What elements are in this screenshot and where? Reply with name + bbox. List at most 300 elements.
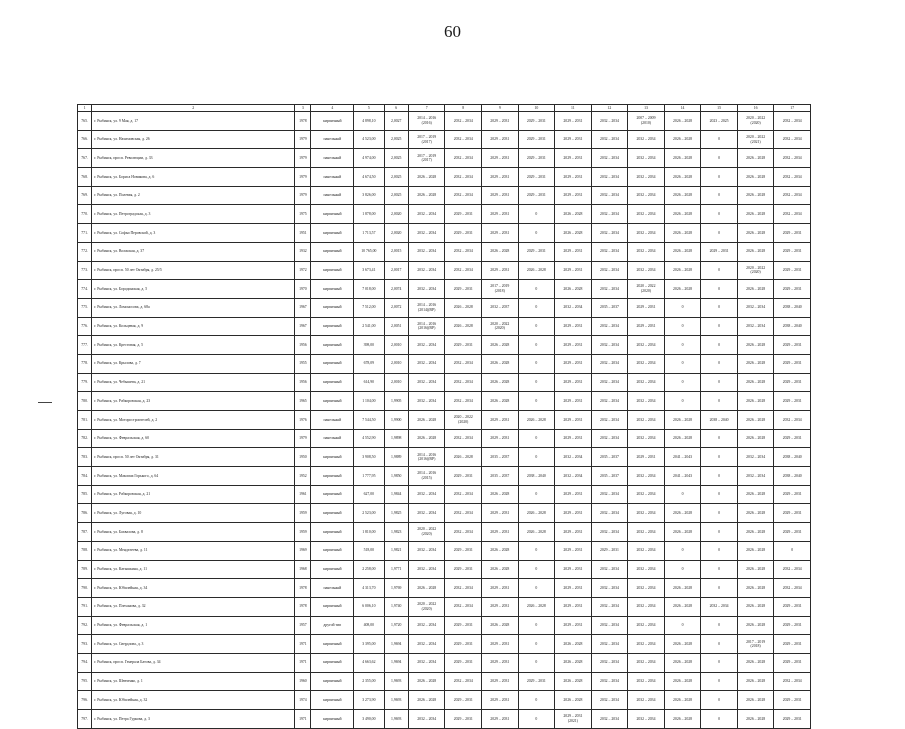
table-cell: 2032 – 2034 [408, 336, 445, 355]
table-cell: 2,0020 [384, 224, 408, 243]
table-cell: 0 [701, 186, 738, 205]
table-cell: 0 [701, 373, 738, 392]
table-cell: 2038 – 2040 [774, 317, 811, 336]
table-cell: 2029 – 2031 [445, 541, 482, 560]
schedule-table-container [77, 104, 811, 729]
table-cell: 2032 – 2034 [591, 392, 628, 411]
table-cell: 2029 – 2031 [628, 298, 665, 317]
table-cell: 2032 – 2034 [591, 242, 628, 261]
table-cell: 2032 – 2034 [591, 130, 628, 149]
table-cell: 2029 – 2031 [555, 261, 592, 280]
table-cell: 2032 – 2034 [774, 149, 811, 168]
table-cell: 2026 – 2028 [737, 541, 774, 560]
table-cell: 2026 – 2028 [737, 336, 774, 355]
table-cell: 0 [518, 354, 555, 373]
table-cell: 0 [701, 336, 738, 355]
column-header-5: 5 [354, 105, 384, 112]
table-cell: 2035 – 2037 [482, 467, 519, 486]
table-cell: 2029 – 2031 [518, 168, 555, 187]
table-cell: 1,9889 [384, 448, 408, 467]
table-row [78, 130, 811, 149]
table-cell: 2032 – 2034 [445, 597, 482, 616]
table-cell: 2032 – 2034 [591, 336, 628, 355]
table-cell: 2026 – 2028 [664, 186, 701, 205]
table-cell: 2032 – 2034 [591, 112, 628, 131]
table-cell: панельный [311, 411, 354, 430]
table-row [78, 168, 811, 187]
table-cell: 2029 – 2031 (2021) [555, 710, 592, 729]
table-cell: 2032 – 2034 [408, 373, 445, 392]
table-cell: г. Рыбинск, ул. Крылова, д. 7 [92, 354, 295, 373]
table-cell: 0 [518, 485, 555, 504]
table-cell: 2026 – 2028 [482, 242, 519, 261]
table-cell: 2026 – 2028 [737, 373, 774, 392]
table-cell: 2032 – 2034 [774, 672, 811, 691]
table-cell: 2 541,00 [354, 317, 384, 336]
table-cell: 775. [78, 298, 92, 317]
table-cell: 2029 – 2031 [482, 672, 519, 691]
table-cell: 408,00 [354, 616, 384, 635]
table-cell: 2029 – 2031 [445, 616, 482, 635]
table-cell: 1,9720 [384, 616, 408, 635]
table-cell: 2032 – 2034 [628, 467, 665, 486]
table-row [78, 560, 811, 579]
table-cell: 2029 – 2031 [555, 579, 592, 598]
table-cell: 0 [518, 298, 555, 317]
table-row [78, 411, 811, 430]
table-cell: 2029 – 2031 [774, 597, 811, 616]
table-cell: 779. [78, 373, 92, 392]
table-cell: 1,9850 [384, 467, 408, 486]
table-cell: 2026 – 2028 [664, 224, 701, 243]
table-cell: 2029 – 2031 [555, 616, 592, 635]
table-cell: г. Рыбинск, ул. Юбилейная, д. 34 [92, 579, 295, 598]
table-cell: 2029 – 2031 [482, 168, 519, 187]
table-cell: 2029 – 2031 [555, 504, 592, 523]
table-cell: 2029 – 2031 [445, 336, 482, 355]
table-cell: 2032 – 2034 [774, 205, 811, 224]
table-cell: 1,9694 [384, 653, 408, 672]
table-cell: 1979 [295, 186, 311, 205]
table-cell: 2026 – 2028 [737, 205, 774, 224]
table-row [78, 448, 811, 467]
table-cell: 4 552,90 [354, 429, 384, 448]
table-cell: 2029 – 2031 [774, 280, 811, 299]
table-cell: 0 [774, 541, 811, 560]
table-cell: 0 [518, 429, 555, 448]
table-cell: 2026 – 2028 [737, 392, 774, 411]
column-header-6: 6 [384, 105, 408, 112]
table-cell: 781. [78, 411, 92, 430]
table-cell: 2026 – 2028 [664, 523, 701, 542]
table-cell: 1976 [295, 411, 311, 430]
table-cell: 2032 – 2034 [445, 149, 482, 168]
table-cell: 2026 – 2028 [555, 672, 592, 691]
table-cell: 2029 – 2031 [555, 485, 592, 504]
table-cell: кирпичный [311, 541, 354, 560]
table-cell: 2029 – 2031 [445, 205, 482, 224]
table-cell: г. Рыбинск, ул. Шевченко, д. 1 [92, 672, 295, 691]
table-cell: 2026 – 2028 [482, 616, 519, 635]
table-cell: 795. [78, 672, 92, 691]
table-cell: 1979 [295, 130, 311, 149]
table-cell: 778. [78, 354, 92, 373]
table-cell: кирпичный [311, 560, 354, 579]
table-cell: г. Рыбинск, просп. Революции, д. 33 [92, 149, 295, 168]
table-cell: 2032 – 2034 [445, 354, 482, 373]
table-cell: 2026 – 2028 [664, 597, 701, 616]
table-cell: 2026 – 2028 [408, 186, 445, 205]
table-row [78, 616, 811, 635]
table-cell: 2029 – 2031 [774, 354, 811, 373]
page-number: 60 [444, 22, 461, 41]
table-cell: 3 395,00 [354, 635, 384, 654]
table-cell: 772. [78, 242, 92, 261]
table-cell: 0 [701, 149, 738, 168]
table-cell: 0 [518, 317, 555, 336]
table-cell: 7 512,00 [354, 298, 384, 317]
table-cell: 1,9693 [384, 710, 408, 729]
table-cell: 0 [701, 523, 738, 542]
table-cell: 2026 – 2028 [737, 280, 774, 299]
table-cell: г. Рыбинск, ул. Моторостроителей, д. 2 [92, 411, 295, 430]
table-cell: 0 [701, 261, 738, 280]
table-cell: 1,9694 [384, 635, 408, 654]
table-cell: 2026 – 2028 [555, 224, 592, 243]
table-cell: 2032 – 2034 [737, 448, 774, 467]
table-cell: 0 [701, 672, 738, 691]
table-cell: 7 544,50 [354, 411, 384, 430]
table-cell: 1,9905 [384, 392, 408, 411]
table-cell: 1,9821 [384, 541, 408, 560]
table-cell: 2026 – 2028 [664, 261, 701, 280]
table-cell: 4 674,50 [354, 168, 384, 187]
table-cell: 4 523,00 [354, 130, 384, 149]
table-cell: 1968 [295, 560, 311, 579]
table-cell: г. Рыбинск, ул. Февральская, д. 1 [92, 616, 295, 635]
table-cell: 2032 – 2034 [408, 541, 445, 560]
table-cell: 2032 – 2034 [555, 467, 592, 486]
table-cell: 0 [701, 710, 738, 729]
table-cell: 2035 – 2037 [591, 467, 628, 486]
table-cell: 2032 – 2034 [628, 373, 665, 392]
table-cell: г. Рыбинск, ул. Софьи Перовской, д. 3 [92, 224, 295, 243]
table-cell: г. Рыбинск, ул. Менделеева, д. 11 [92, 541, 295, 560]
table-cell: 2032 – 2034 [591, 280, 628, 299]
table-cell: 2029 – 2031 [555, 411, 592, 430]
table-cell: 0 [518, 635, 555, 654]
table-cell: 2032 – 2034 [774, 411, 811, 430]
table-cell: 2017 – 2019 (2018) [737, 635, 774, 654]
table-cell: 791. [78, 597, 92, 616]
table-cell: 2029 – 2031 [445, 560, 482, 579]
table-cell: 2026 – 2028 [445, 448, 482, 467]
table-cell: 2029 – 2031 [518, 672, 555, 691]
table-cell: 2029 – 2031 [482, 653, 519, 672]
table-cell: 2032 – 2034 [591, 523, 628, 542]
table-cell: 2032 – 2034 [628, 691, 665, 710]
table-cell: 2029 – 2031 [774, 261, 811, 280]
table-cell: 1,9769 [384, 579, 408, 598]
table-cell: панельный [311, 130, 354, 149]
table-cell: 2026 – 2028 [482, 373, 519, 392]
table-cell: 1978 [295, 112, 311, 131]
table-cell: 1,9844 [384, 485, 408, 504]
table-cell: 2029 – 2031 [445, 224, 482, 243]
table-row [78, 373, 811, 392]
table-cell: 0 [518, 205, 555, 224]
table-cell: 777. [78, 336, 92, 355]
table-cell: 1,9693 [384, 691, 408, 710]
table-cell: 2029 – 2031 [482, 504, 519, 523]
table-cell: кирпичный [311, 392, 354, 411]
table-cell: 1 104,00 [354, 392, 384, 411]
table-cell: 2032 – 2034 [408, 224, 445, 243]
table-cell: 1960 [295, 672, 311, 691]
table-row [78, 672, 811, 691]
table-cell: 774. [78, 280, 92, 299]
table-cell: 2032 – 2034 [591, 710, 628, 729]
table-cell: 2032 – 2034 [774, 186, 811, 205]
table-cell: 765. [78, 112, 92, 131]
table-cell: 1,9898 [384, 429, 408, 448]
table-cell: 2014 – 2016 (2016)(ВР) [408, 317, 445, 336]
table-cell: 2,0020 [384, 205, 408, 224]
table-cell: 2026 – 2028 [737, 579, 774, 598]
table-row [78, 280, 811, 299]
table-cell: г. Рыбинск, ул. Бородинская, д. 5 [92, 280, 295, 299]
table-cell: 2,0015 [384, 242, 408, 261]
table-cell: 2032 – 2034 [445, 112, 482, 131]
table-cell: 2020 – 2022 (2020) [408, 523, 445, 542]
table-cell: 786. [78, 504, 92, 523]
table-row [78, 523, 811, 542]
table-cell: кирпичный [311, 653, 354, 672]
table-cell: 2032 – 2034 [591, 354, 628, 373]
table-cell: 2038 – 2040 [774, 467, 811, 486]
table-cell: 2032 – 2034 [591, 205, 628, 224]
table-cell: 2029 – 2031 [445, 635, 482, 654]
table-cell: 2029 – 2031 [518, 112, 555, 131]
table-cell: 2029 – 2031 [555, 112, 592, 131]
table-cell: 2032 – 2034 [408, 653, 445, 672]
table-cell: 2032 – 2034 [591, 429, 628, 448]
table-cell: 785. [78, 485, 92, 504]
schedule-table [77, 104, 811, 729]
table-cell: г. Рыбинск, ул. Чебышева, д. 21 [92, 373, 295, 392]
table-cell: 2029 – 2031 [774, 691, 811, 710]
table-cell: 2032 – 2034 [408, 354, 445, 373]
table-cell: 0 [701, 429, 738, 448]
table-cell: 793. [78, 635, 92, 654]
table-cell: 1950 [295, 448, 311, 467]
table-cell: 1,9740 [384, 597, 408, 616]
table-cell: 2,0072 [384, 298, 408, 317]
table-cell: 0 [701, 317, 738, 336]
table-cell: кирпичный [311, 710, 354, 729]
table-cell: 2029 – 2031 [482, 579, 519, 598]
table-cell: 1967 [295, 298, 311, 317]
table-cell: 2032 – 2034 [591, 149, 628, 168]
table-cell: 1,9771 [384, 560, 408, 579]
table-cell: 2029 – 2031 [518, 130, 555, 149]
table-cell: 2029 – 2031 [555, 317, 592, 336]
table-cell: 766. [78, 130, 92, 149]
table-cell: 2020 – 2022 (2020) [445, 411, 482, 430]
table-cell: кирпичный [311, 224, 354, 243]
table-row [78, 261, 811, 280]
table-cell: 2032 – 2034 [591, 411, 628, 430]
table-cell: 2026 – 2028 [664, 411, 701, 430]
table-cell: 0 [518, 653, 555, 672]
table-cell: 2026 – 2028 [408, 691, 445, 710]
table-cell: 2026 – 2028 [737, 485, 774, 504]
table-cell: 0 [518, 448, 555, 467]
table-cell: 2029 – 2031 [555, 541, 592, 560]
table-cell: 2032 – 2034 [591, 373, 628, 392]
table-cell: 1967 [295, 317, 311, 336]
table-cell: кирпичный [311, 373, 354, 392]
table-cell: 2029 – 2031 [774, 485, 811, 504]
table-cell: 2029 – 2031 [445, 691, 482, 710]
table-cell: 2032 – 2034 [628, 597, 665, 616]
table-cell: кирпичный [311, 112, 354, 131]
table-cell: 2026 – 2028 [737, 224, 774, 243]
table-cell: 3 908,50 [354, 448, 384, 467]
table-cell: 2029 – 2031 [445, 467, 482, 486]
table-cell: 0 [701, 448, 738, 467]
table-cell: 2029 – 2031 [482, 523, 519, 542]
table-cell: 0 [518, 541, 555, 560]
table-cell: 2017 – 2019 (2017) [408, 130, 445, 149]
table-cell: кирпичный [311, 298, 354, 317]
table-cell: 2032 – 2034 [408, 560, 445, 579]
column-header-12: 12 [591, 105, 628, 112]
table-cell: 2032 – 2034 [628, 130, 665, 149]
table-cell: 2032 – 2034 [591, 186, 628, 205]
table-cell: 2,0025 [384, 149, 408, 168]
table-cell: 2029 – 2031 [518, 149, 555, 168]
table-cell: 2035 – 2037 [482, 448, 519, 467]
table-cell: 2032 – 2034 [408, 205, 445, 224]
table-cell: 2029 – 2031 [555, 560, 592, 579]
table-cell: 2032 – 2034 [445, 261, 482, 280]
table-cell: 769. [78, 186, 92, 205]
table-cell: 2032 – 2034 [445, 485, 482, 504]
table-cell: 2023 – 2025 [701, 112, 738, 131]
table-cell: 1971 [295, 635, 311, 654]
table-cell: 2029 – 2031 [482, 691, 519, 710]
table-cell: г. Рыбинск, ул. 9 Мая, д. 17 [92, 112, 295, 131]
column-header-14: 14 [664, 105, 701, 112]
column-header-15: 15 [701, 105, 738, 112]
table-cell: 2038 – 2040 [774, 448, 811, 467]
table-cell: 2029 – 2031 [482, 411, 519, 430]
table-cell: 1970 [295, 280, 311, 299]
table-cell: 2032 – 2034 [774, 130, 811, 149]
table-cell: 2032 – 2034 [774, 112, 811, 131]
table-cell: 0 [518, 373, 555, 392]
table-cell: 2026 – 2028 [664, 710, 701, 729]
table-cell: г. Рыбинск, ул. Крестовая, д. 5 [92, 336, 295, 355]
table-cell: 2026 – 2028 [664, 579, 701, 598]
table-cell: 2029 – 2031 [482, 224, 519, 243]
table-cell: 1,9693 [384, 672, 408, 691]
table-cell: 2032 – 2034 [628, 149, 665, 168]
table-cell: 2020 – 2022 (2021) [737, 130, 774, 149]
table-cell: 2029 – 2031 [555, 373, 592, 392]
table-cell: 771. [78, 224, 92, 243]
table-cell: 2032 – 2034 [591, 672, 628, 691]
table-cell: 0 [701, 691, 738, 710]
table-cell: 0 [701, 485, 738, 504]
table-cell: 2026 – 2028 [482, 392, 519, 411]
table-cell: 627,00 [354, 485, 384, 504]
table-cell: 2032 – 2034 [591, 653, 628, 672]
table-cell: 2029 – 2031 [774, 392, 811, 411]
table-cell: 2029 – 2031 [482, 186, 519, 205]
table-cell: 0 [701, 298, 738, 317]
table-cell: кирпичный [311, 242, 354, 261]
table-cell: кирпичный [311, 523, 354, 542]
table-cell: 1 878,00 [354, 205, 384, 224]
table-cell: 2032 – 2034 [445, 168, 482, 187]
table-cell: кирпичный [311, 485, 354, 504]
table-cell: 2026 – 2028 [737, 672, 774, 691]
table-cell: кирпичный [311, 261, 354, 280]
table-cell: 2026 – 2028 [737, 168, 774, 187]
table-cell: 1,9823 [384, 523, 408, 542]
table-cell: 4 313,70 [354, 579, 384, 598]
table-cell: 2026 – 2028 [408, 579, 445, 598]
table-cell: 1979 [295, 149, 311, 168]
table-cell: г. Рыбинск, ул. Петроградская, д. 3 [92, 205, 295, 224]
table-cell: 2029 – 2031 [482, 597, 519, 616]
table-cell: 796. [78, 691, 92, 710]
table-cell: 2007 – 2009 (2010) [628, 112, 665, 131]
table-cell: 2032 – 2034 [408, 242, 445, 261]
table-cell: 2026 – 2028 [737, 616, 774, 635]
table-cell: 2038 – 2040 [701, 411, 738, 430]
table-cell: 2032 – 2034 [628, 205, 665, 224]
table-cell: 794. [78, 653, 92, 672]
table-cell: 2029 – 2031 [555, 597, 592, 616]
table-cell: 2029 – 2031 [774, 429, 811, 448]
table-cell: г. Рыбинск, ул. Кольцевая, д. 9 [92, 317, 295, 336]
table-cell: 2032 – 2034 [555, 298, 592, 317]
table-cell: 790. [78, 579, 92, 598]
table-cell: 0 [664, 298, 701, 317]
table-cell: 2029 – 2031 [774, 224, 811, 243]
table-cell: 2029 – 2031 [555, 242, 592, 261]
table-cell: г. Рыбинск, ул. Февральская, д. 60 [92, 429, 295, 448]
table-cell: 2029 – 2031 [628, 317, 665, 336]
table-row [78, 429, 811, 448]
table-cell: 2032 – 2034 [628, 523, 665, 542]
table-cell: 789. [78, 560, 92, 579]
table-cell: 0 [664, 336, 701, 355]
table-cell: г. Рыбинск, ул. Рабкоровская, д. 23 [92, 392, 295, 411]
table-cell: 10 765,00 [354, 242, 384, 261]
table-cell: 2029 – 2031 [774, 336, 811, 355]
table-cell: 2,0010 [384, 354, 408, 373]
table-cell: кирпичный [311, 354, 354, 373]
table-cell: 783. [78, 448, 92, 467]
table-cell: 2032 – 2034 [628, 336, 665, 355]
table-cell: 2029 – 2031 [482, 130, 519, 149]
table-cell: 1952 [295, 467, 311, 486]
table-cell: г. Рыбинск, ул. Юбилейная, д. 32 [92, 691, 295, 710]
